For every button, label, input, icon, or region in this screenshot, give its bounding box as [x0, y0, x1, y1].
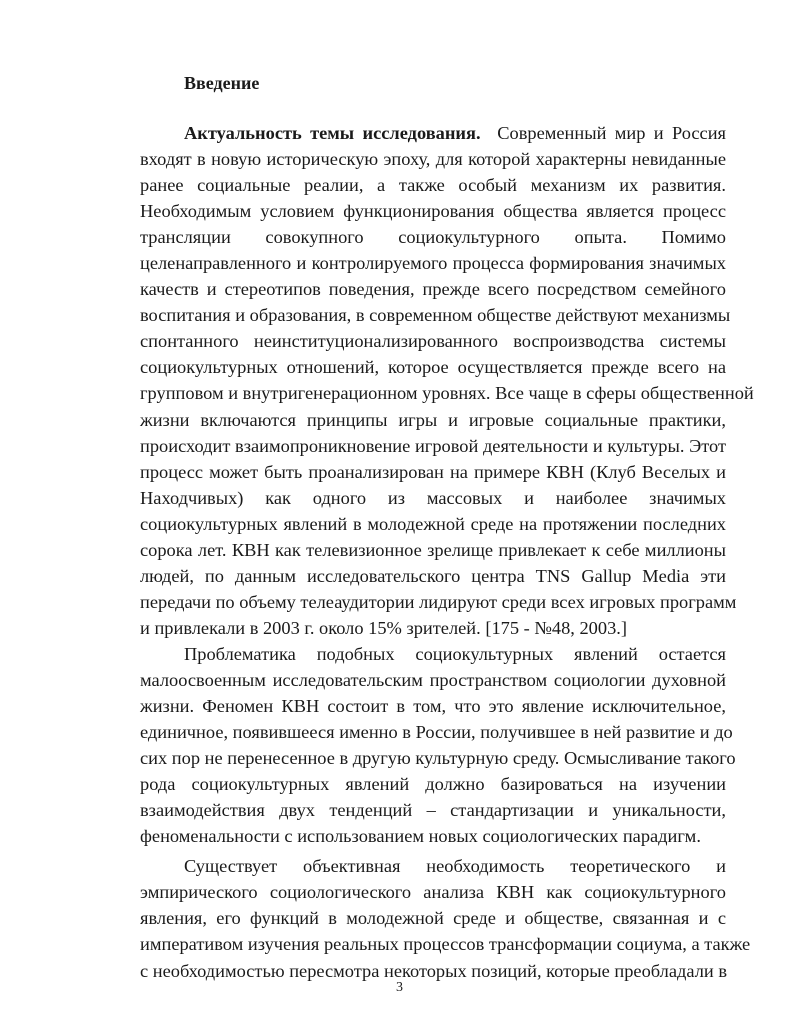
paragraph-line: передачи по объему телеаудитории лидируют среди всех игровых программ	[140, 591, 737, 612]
paragraph-line: воспитания и образования, в современном обществе действуют механизмы	[140, 305, 731, 326]
section-heading: Введение	[184, 73, 260, 93]
paragraph-line: малоосвоенным исследовательским пространством социологии духовной	[140, 669, 726, 690]
paragraph-line: входят в новую историческую эпоху, для которой характерны невиданные	[140, 149, 726, 170]
paragraph-line: трансляции совокупного социокультурного опыта. Помимо	[140, 227, 726, 248]
paragraph-line: процесс может быть проанализирован на примере КВН (Клуб Веселых и	[140, 461, 726, 482]
paragraph-line: единичное, появившееся именно в России, получившее в ней развитие и до	[140, 722, 733, 743]
paragraph-line: взаимодействия двух тенденций – стандартизации и уникальности,	[140, 800, 726, 821]
paragraph-line: происходит взаимопроникновение игровой деятельности и культуры. Этот	[140, 435, 726, 456]
paragraph-line: сих пор не перенесенное в другую культурную среду. Осмысливание такого	[140, 748, 736, 769]
paragraph-1	[140, 120, 754, 641]
paragraph-line: жизни включаются принципы игры и игровые социальные практики,	[140, 409, 726, 430]
paragraph-line: целенаправленного и контролируемого процесса формирования значимых	[140, 253, 726, 274]
paragraph-line: Существует объективная необходимость теоретического и	[184, 856, 726, 877]
lead-phrase: Актуальность темы исследования.	[184, 123, 481, 143]
paragraph-line: императивом изучения реальных процессов трансформации социума, а также	[140, 934, 751, 955]
body-text	[140, 120, 754, 984]
page-number: 3	[396, 980, 403, 995]
paragraph-line: и привлекали в 2003 г. около 15% зрителей. [175 - №48, 2003.]	[140, 617, 627, 638]
paragraph-line: социокультурных отношений, которое осуществляется прежде всего на	[140, 357, 726, 378]
paragraph-2	[140, 641, 736, 849]
paragraph-line: сорока лет. КВН как телевизионное зрелище привлекает к себе миллионы	[140, 539, 726, 560]
paragraph-line: качеств и стереотипов поведения, прежде всего посредством семейного	[140, 279, 726, 300]
paragraph-line: людей, по данным исследовательского центра TNS Gallup Media эти	[140, 565, 726, 586]
paragraph-3	[140, 853, 751, 983]
paragraph-line: спонтанного неинституционализированного воспроизводства системы	[140, 331, 726, 352]
paragraph-line: с необходимостью пересмотра некоторых позиций, которые преобладали в	[140, 960, 728, 981]
paragraph-line: явления, его функций в молодежной среде и обществе, связанная и с	[140, 908, 726, 929]
paragraph-line: групповом и внутригенерационном уровнях. Все чаще в сферы общественной	[140, 383, 754, 404]
paragraph-line: Проблематика подобных социокультурных явлений остается	[184, 643, 726, 664]
paragraph-line: эмпирического социологического анализа КВН как социокультурного	[140, 882, 726, 903]
paragraph-line: жизни. Феномен КВН состоит в том, что это явление исключительное,	[140, 696, 726, 717]
paragraph-line: Находчивых) как одного из массовых и наиболее значимых	[140, 487, 726, 508]
paragraph-line: Необходимым условием функционирования общества является процесс	[140, 201, 726, 222]
paragraph-line: феноменальности с использованием новых социологических парадигм.	[140, 826, 701, 847]
paragraph-line: социокультурных явлений в молодежной среде на протяжении последних	[140, 513, 726, 534]
paragraph-line: Актуальность темы исследования. Современный мир и Россия	[184, 123, 727, 143]
paragraph-line: рода социокультурных явлений должно базироваться на изучении	[140, 774, 726, 795]
paragraph-line: ранее социальные реалии, а также особый механизм их развития.	[140, 175, 726, 196]
